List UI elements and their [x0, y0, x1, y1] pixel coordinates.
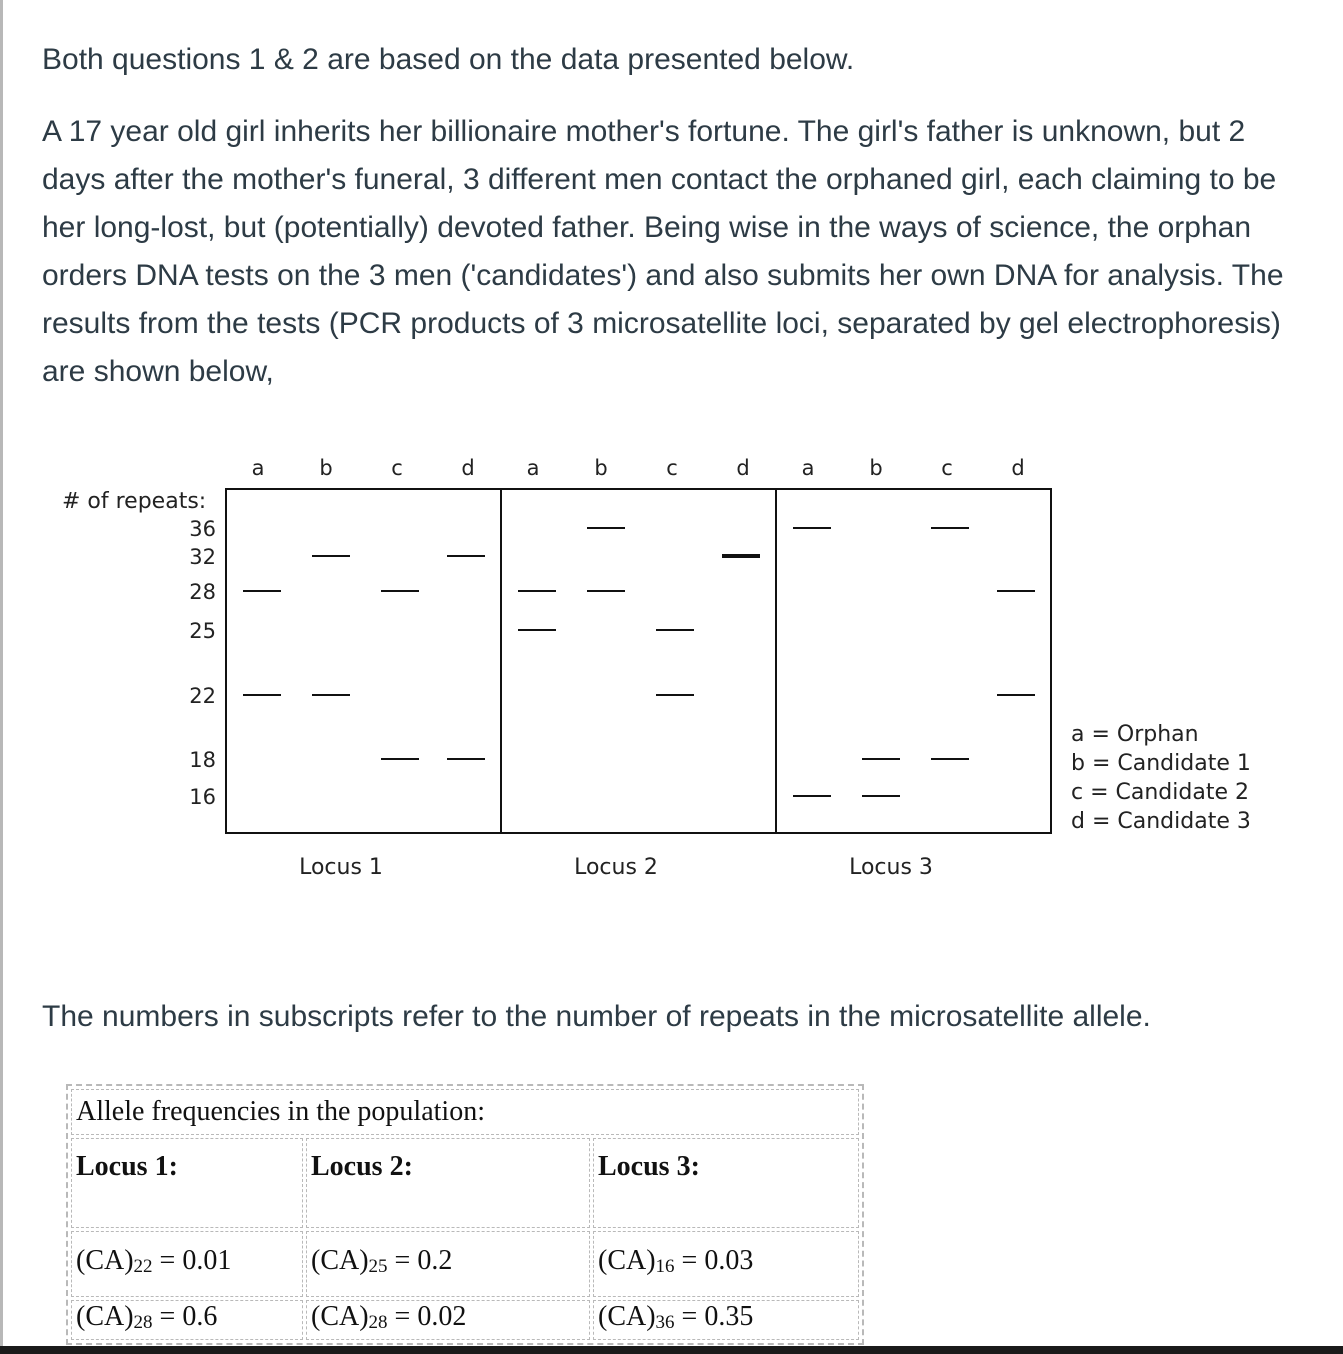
- freq-cell: $(CA)_{25} = 0.2$: [306, 1231, 590, 1297]
- locus-labels: [299, 855, 933, 880]
- lane-letter: d: [1011, 456, 1025, 480]
- locus-box: [501, 489, 776, 833]
- repeat-tick-label: 36: [189, 517, 216, 541]
- locus-box: [226, 489, 501, 833]
- subscript-note: The numbers in subscripts refer to the number of repeats in the microsatellite allele.: [42, 1000, 1151, 1033]
- lane-letter: b: [869, 456, 883, 480]
- repeat-ticks: [189, 517, 216, 809]
- lane-letter: d: [736, 456, 750, 480]
- table-row: [71, 1300, 859, 1340]
- lane-letter: d: [461, 456, 475, 480]
- repeat-tick-label: 32: [189, 545, 216, 569]
- lane-letters: [252, 456, 1025, 480]
- bottom-bar: [0, 1346, 1343, 1354]
- lane-letter: a: [801, 456, 815, 480]
- table-header-row: [71, 1138, 859, 1228]
- repeat-tick-label: 25: [189, 619, 216, 643]
- bands: [243, 528, 1035, 796]
- locus-label: Locus 2: [574, 855, 658, 880]
- repeat-tick-label: 16: [189, 785, 216, 809]
- repeat-tick-label: 22: [189, 684, 216, 708]
- lane-letter: a: [526, 456, 540, 480]
- y-axis-title: # of repeats:: [62, 489, 207, 514]
- header-locus-1: Locus 1:: [71, 1138, 303, 1228]
- legend-item-candidate-2: c = Candidate 2: [1071, 780, 1249, 805]
- locus-boxes: [226, 489, 1051, 833]
- legend-item-candidate-1: b = Candidate 1: [1071, 751, 1251, 776]
- locus-box: [776, 489, 1051, 833]
- repeat-tick-label: 18: [189, 748, 216, 772]
- story-paragraph: A 17 year old girl inherits her billionaire mother's fortune. The girl's father is unknown, but 2 days after the mother's funeral, 3 different men contact the orphaned girl, each claiming to be her long-lost, but (potentially) devoted father. Being wise in the ways of science, the orphan orders DNA tests on the 3 men ('candidates') and also submits her own DNA for analysis. The results from the tests (PCR products of 3 microsatellite loci, separated by gel electrophoresis) are shown below,: [42, 115, 1284, 388]
- lane-letter: b: [319, 456, 333, 480]
- freq-cell: $(CA)_{22} = 0.01$: [71, 1231, 303, 1297]
- legend-item-orphan: a = Orphan: [1071, 722, 1199, 747]
- lane-letter: c: [391, 456, 403, 480]
- locus-label: Locus 3: [849, 855, 933, 880]
- freq-cell: $(CA)_{28} = 0.02$: [306, 1300, 590, 1340]
- intro-text: Both questions 1 & 2 are based on the data presented below.: [42, 43, 855, 76]
- lane-letter: a: [251, 456, 265, 480]
- table-row: [71, 1231, 859, 1297]
- freq-cell: $(CA)_{36} = 0.35$: [593, 1300, 859, 1340]
- allele-frequency-table: [66, 1084, 864, 1345]
- lane-letter: c: [941, 456, 953, 480]
- legend: [1071, 722, 1251, 834]
- header-locus-3: Locus 3:: [593, 1138, 859, 1228]
- locus-label: Locus 1: [299, 855, 383, 880]
- legend-item-candidate-3: d = Candidate 3: [1071, 809, 1251, 834]
- lane-letter: c: [666, 456, 678, 480]
- repeat-tick-label: 28: [189, 580, 216, 604]
- table-caption: Allele frequencies in the population:: [71, 1089, 859, 1135]
- freq-cell: $(CA)_{28} = 0.6$: [71, 1300, 303, 1340]
- gel-electrophoresis-figure: [0, 445, 1343, 895]
- header-locus-2: Locus 2:: [306, 1138, 590, 1228]
- table-caption-row: [71, 1089, 859, 1135]
- freq-cell: $(CA)_{16} = 0.03$: [593, 1231, 859, 1297]
- lane-letter: b: [594, 456, 608, 480]
